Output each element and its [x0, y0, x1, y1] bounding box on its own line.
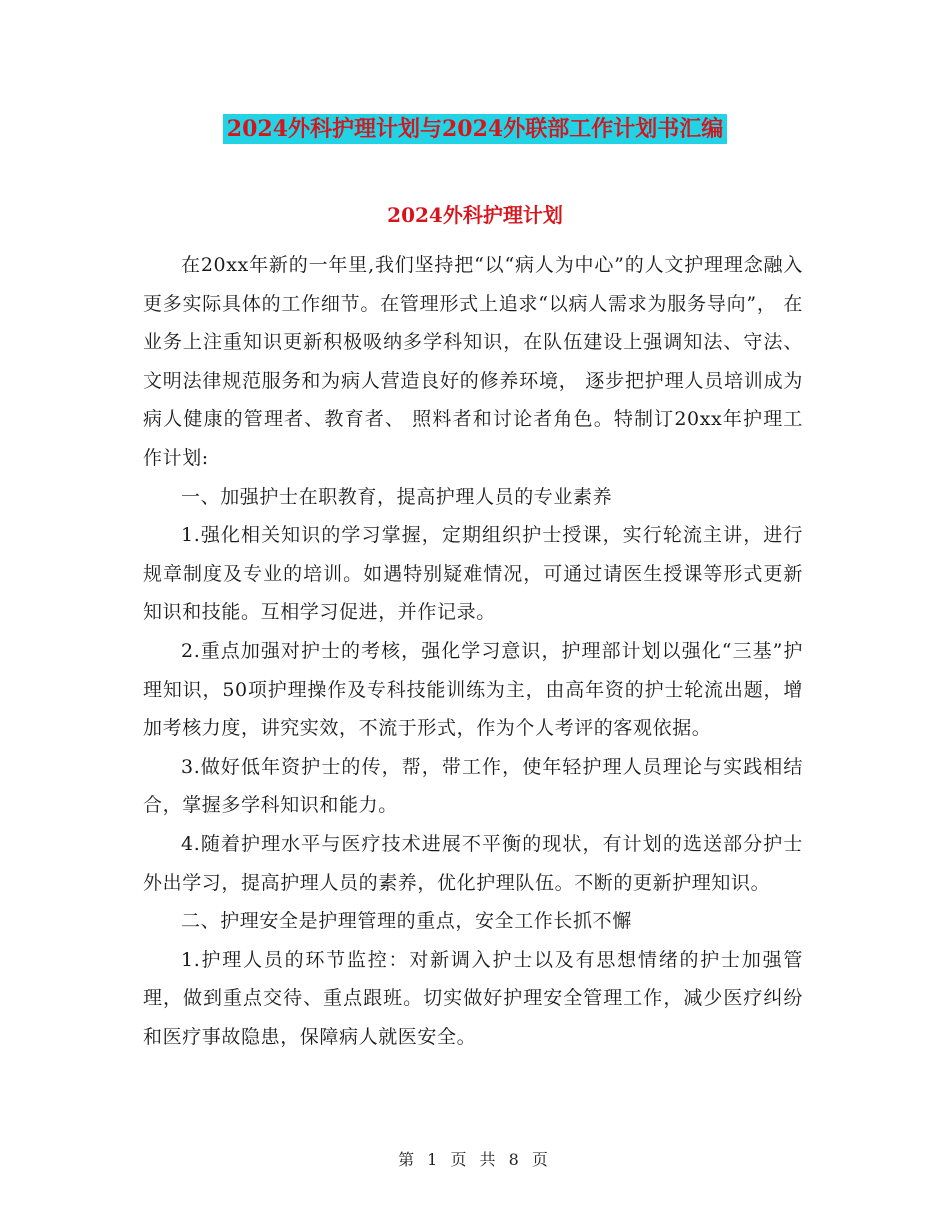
- paragraph-item-3: 3.做好低年资护士的传，帮，带工作，使年轻护理人员理论与实践相结合，掌握多学科知识和能力。: [143, 755, 803, 817]
- paragraph-item-4: 4.随着护理水平与医疗技术进展不平衡的现状，有计划的选送部分护士外出学习，提高护理人员的素养，优化护理队伍。不断的更新护理知识。: [143, 832, 803, 894]
- document-title: [0, 112, 950, 146]
- document-title-text: 2024外科护理计划与2024外联部工作计划书汇编: [223, 114, 727, 144]
- document-body: [143, 246, 803, 1056]
- heading-part-one: 一、加强护士在职教育，提高护理人员的专业素养: [181, 485, 613, 508]
- heading-part-two: 二、护理安全是护理管理的重点，安全工作长抓不懈: [181, 910, 632, 933]
- paragraph-intro: 在20xx年新的一年里,我们坚持把“以“病人为中心”的人文护理理念融入更多实际具体的工作细节。在管理形式上追求“以病人需求为服务导向”， 在业务上注重知识更新积极吸纳多学科知识，在队伍建设上强调知法、守法、文明法律规范服务和为病人营造良好的修养环境， 逐步把护理人员培训成为病人健康的管理者、教育者、 照料者和讨论者角色。特制订20xx年护理工作计划:: [143, 254, 803, 469]
- page-number-footer: 第 1 页 共 8 页: [398, 1150, 552, 1169]
- paragraph-item-1: 1.强化相关知识的学习掌握，定期组织护士授课，实行轮流主讲，进行规章制度及专业的培训。如遇特别疑难情况，可通过请医生授课等形式更新知识和技能。互相学习促进，并作记录。: [143, 524, 803, 624]
- paragraph-item-2: 2.重点加强对护士的考核，强化学习意识，护理部计划以强化“三基”护理知识，50项护理操作及专科技能训练为主，由高年资的护士轮流出题，增加考核力度，讲究实效，不流于形式，作为个人考评的客观依据。: [143, 639, 803, 740]
- paragraph-safety-1: 1.护理人员的环节监控：对新调入护士以及有思想情绪的护士加强管理，做到重点交待、重点跟班。切实做好护理安全管理工作，减少医疗纠纷和医疗事故隐患，保障病人就医安全。: [143, 948, 803, 1048]
- section-title: 2024外科护理计划: [387, 203, 563, 227]
